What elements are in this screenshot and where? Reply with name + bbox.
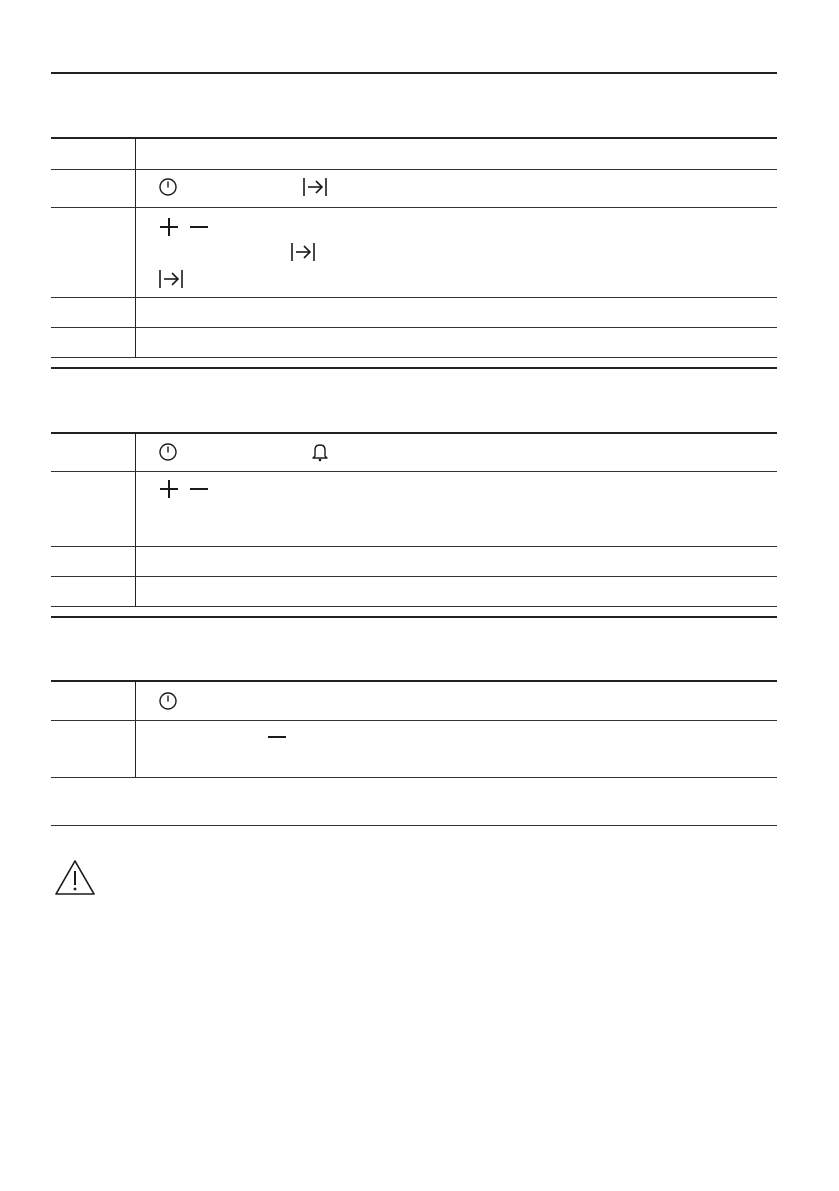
step-text-cell (136, 208, 777, 297)
table-3-row-1 (51, 682, 777, 721)
note-bottom-rule (51, 825, 777, 826)
plus-icon (158, 216, 180, 238)
step-number-cell (51, 208, 136, 297)
minus-icon (188, 478, 210, 500)
plus-icon (158, 478, 180, 500)
step-line (158, 726, 288, 748)
step-line (158, 268, 184, 290)
table-2-row-3 (51, 547, 777, 577)
warning-triangle-icon (54, 859, 96, 902)
step-line (158, 216, 210, 238)
minus-icon (188, 216, 210, 238)
table-1-row-1 (51, 139, 777, 170)
step-number-cell (51, 682, 136, 720)
step-text-cell (136, 170, 777, 207)
clock-icon (158, 691, 178, 711)
table-2-row-2 (51, 472, 777, 547)
table-3 (51, 680, 777, 778)
table-1 (51, 137, 777, 358)
section-1-top-rule (51, 72, 777, 74)
step-text-cell (136, 721, 777, 777)
step-number-cell (51, 434, 136, 471)
table-1-row-2 (51, 170, 777, 208)
section-3-top-rule (51, 616, 777, 618)
minus-icon (266, 726, 288, 748)
step-line (158, 441, 329, 463)
step-number-cell (51, 170, 136, 207)
step-text-cell (136, 577, 777, 606)
step-line (158, 478, 210, 500)
step-line (158, 176, 328, 198)
step-number-cell (51, 577, 136, 606)
step-text-cell (136, 547, 777, 576)
table-1-row-4 (51, 298, 777, 328)
step-number-cell (51, 139, 136, 169)
step-number-cell (51, 721, 136, 777)
table-2 (51, 432, 777, 607)
clock-icon (158, 177, 178, 197)
clock-icon (158, 442, 178, 462)
bell-icon (311, 442, 329, 462)
section-2-top-rule (51, 367, 777, 369)
step-text-cell (136, 139, 777, 169)
step-number-cell (51, 547, 136, 576)
table-1-row-3 (51, 208, 777, 298)
skip-forward-icon (302, 176, 328, 198)
table-2-row-1 (51, 434, 777, 472)
step-line (158, 690, 178, 712)
table-2-row-4 (51, 577, 777, 607)
skip-forward-icon (158, 268, 184, 290)
skip-forward-icon (290, 241, 316, 263)
step-text-cell (136, 298, 777, 327)
step-line (158, 241, 316, 263)
step-number-cell (51, 298, 136, 327)
step-text-cell (136, 682, 777, 720)
step-number-cell (51, 472, 136, 546)
step-text-cell (136, 472, 777, 546)
table-3-row-2 (51, 721, 777, 778)
step-number-cell (51, 328, 136, 357)
step-text-cell (136, 328, 777, 357)
table-1-row-5 (51, 328, 777, 358)
step-text-cell (136, 434, 777, 471)
